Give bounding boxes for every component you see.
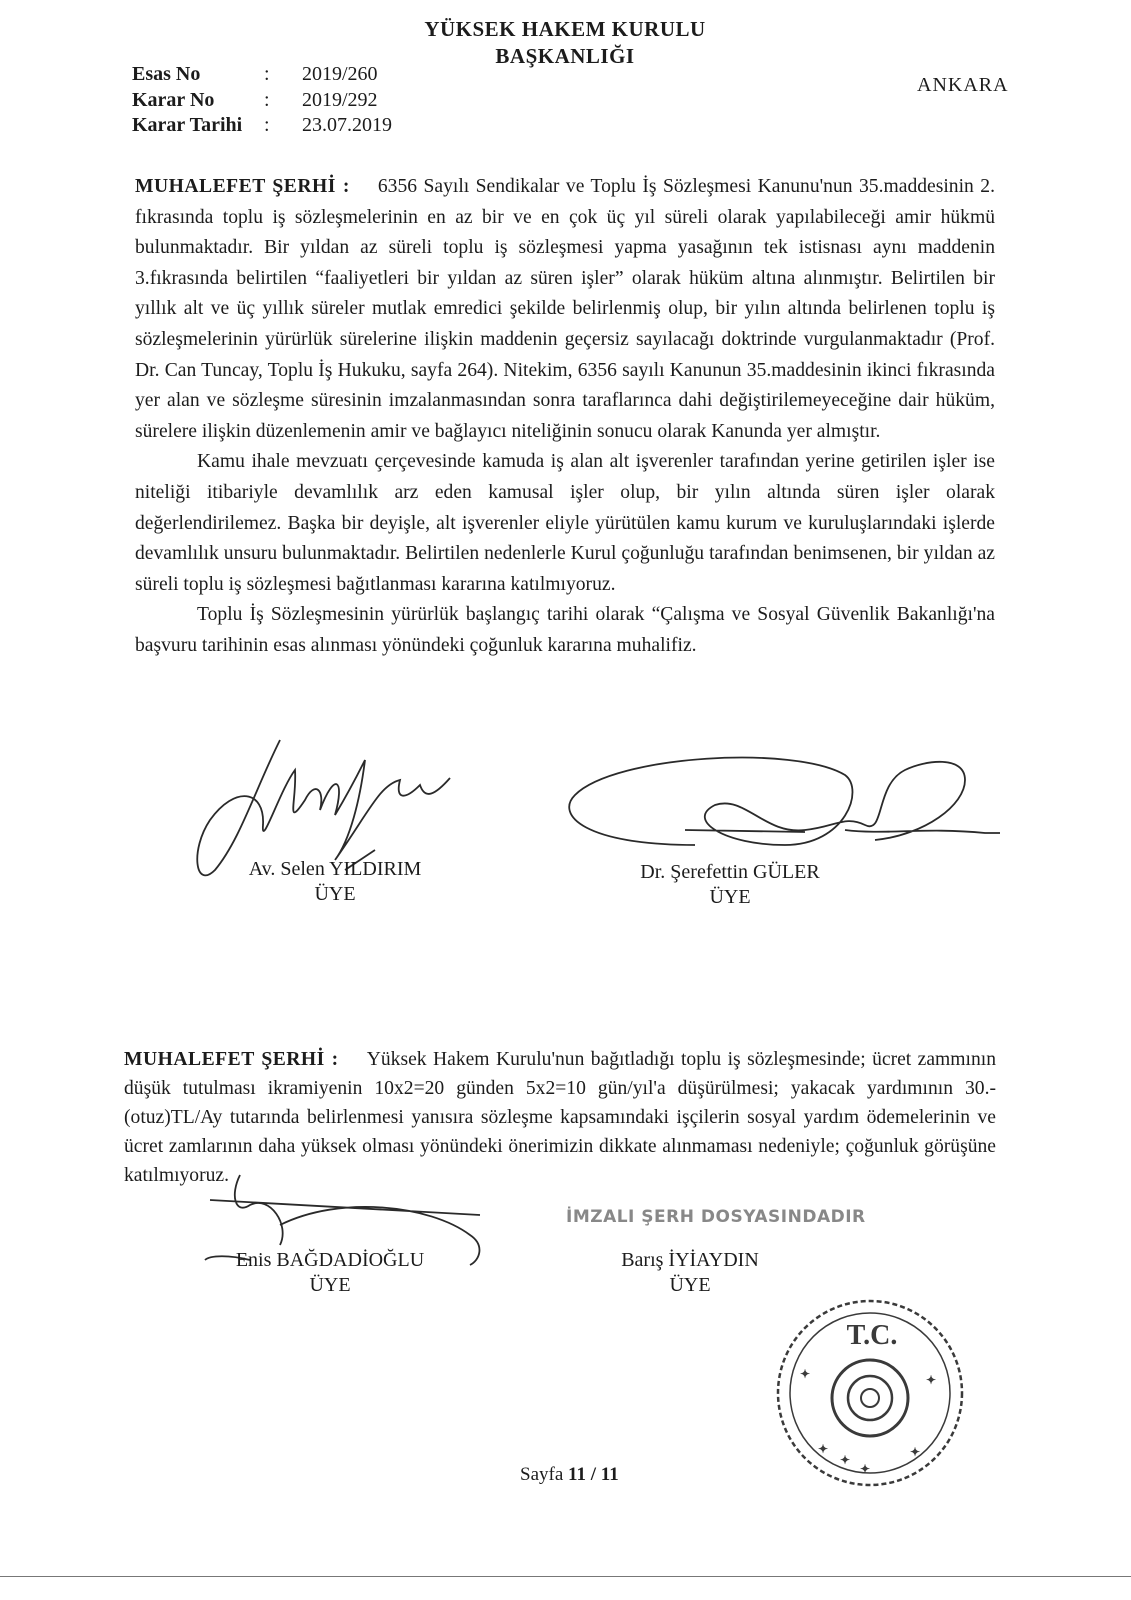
meta-label: Karar Tarihi (132, 114, 243, 136)
meta-label: Karar No (132, 88, 215, 111)
meta-row-tarih (132, 113, 392, 139)
dissent-heading: MUHALEFET ŞERHİ : (124, 1049, 339, 1070)
signer-role: ÜYE (309, 1274, 351, 1296)
meta-value: 2019/260 (302, 63, 378, 85)
signer-enis (210, 1248, 450, 1298)
svg-text:✦: ✦ (800, 1367, 811, 1381)
dissent-heading: MUHALEFET ŞERHİ : (135, 176, 350, 197)
page-value: 11 / 11 (568, 1464, 619, 1485)
page-prefix: Sayfa (520, 1464, 564, 1485)
meta-row-karar (132, 88, 392, 114)
meta-row-esas (132, 62, 392, 88)
paragraph-text: Yüksek Hakem Kurulu'nun bağıtladığı toplu iş sözleşmesinde; ücret zammının düşük tutulması ikramiyenin 10x2=20 günden 5x2=10 gün/yıl'a düşürülmesi; yakacak yardımının 30.-(otuz)TL/Ay tutarında belirlenmesi yanısıra sözleşme kapsamındaki işçilerin sosyal yardım ödemelerinin ve ücret zamlarının daha yüksek olması yönündeki önerimizin dikkate alınmaması nedeniyle; çoğunluk görüşüne katılmıyoruz. (124, 1049, 996, 1186)
signer-name: Barış İYİAYDIN (621, 1249, 759, 1271)
signer-role: ÜYE (314, 883, 356, 905)
signed-dissent-stamp-note: İMZALI ŞERH DOSYASINDADIR (566, 1207, 866, 1227)
signer-name: Av. Selen YILDIRIM (248, 858, 422, 880)
dissent-1-paragraph-1 (135, 172, 995, 447)
case-meta (132, 62, 392, 139)
meta-value: 23.07.2019 (302, 114, 392, 136)
signer-name: Enis BAĞDADİOĞLU (235, 1249, 425, 1271)
signature-serefettin (545, 735, 1025, 875)
svg-text:✦: ✦ (910, 1445, 921, 1459)
meta-value: 2019/292 (302, 88, 378, 111)
signer-selen (220, 857, 450, 907)
meta-sep: : (264, 114, 270, 136)
institution-title (400, 16, 730, 70)
svg-text:✦: ✦ (840, 1453, 851, 1467)
page-number (520, 1464, 619, 1486)
institution-title-line1: YÜKSEK HAKEM KURULU (424, 17, 706, 41)
dissent-1-paragraph-2: Kamu ihale mevzuatı çerçevesinde kamuda iş alan alt işverenler tarafından yerine getirilen işler ise niteliği itibariyle devamlılık arz eden kamusal işler olup, bir yılın altında süren işler olarak değerlendirilemez. Başka bir deyişle, alt işverenler eliyle yürütülen kamu kurum ve kuruluşlarındaki işlerde devamlılık unsuru bulunmaktadır. Belirtilen nedenlerle Kurul çoğunluğu tarafından benimsenen, bir yıldan az süreli toplu iş sözleşmesi bağıtlanması kararına katılmıyoruz. (135, 451, 995, 595)
meta-sep: : (264, 88, 270, 111)
dissent-section-1 (135, 172, 995, 662)
signer-serefettin (615, 860, 845, 910)
signer-role: ÜYE (669, 1274, 711, 1296)
scan-edge-line (0, 1576, 1131, 1577)
meta-label: Esas No (132, 63, 201, 85)
svg-text:✦: ✦ (926, 1373, 937, 1387)
svg-text:✦: ✦ (860, 1462, 871, 1476)
institution-title-line2: BAŞKANLIĞI (495, 44, 635, 68)
city-label: ANKARA (917, 74, 1009, 96)
paragraph-text: 6356 Sayılı Sendikalar ve Toplu İş Sözleşmesi Kanunu'nun 35.maddesinin 2. fıkrasında toplu iş sözleşmelerinin en az bir ve en çok üç yıl süreli olarak yapılabileceği amir hükmü bulunmaktadır. Bir yıldan az süreli toplu iş sözleşmesi yapma yasağının tek istisnası aynı maddenin 3.fıkrasında belirtilen “faaliyetleri bir yıldan az süren işler” olarak hüküm altına alınmıştır. Belirtilen bir yıllık alt ve üç yıllık süreler mutlak emredici şekilde belirlenmiş olup, bir yılın altında belirlenen toplu iş sözleşmelerinin yürürlük sürelerine ilişkin maddenin geçersiz sayılacağı doktrinde vurgulanmaktadır (Prof. Dr. Can Tuncay, Toplu İş Hukuku, sayfa 264). Nitekim, 6356 sayılı Kanunun 35.maddesinin ikinci fıkrasında yer alan ve sözleşme süresinin imzalanmasından sonra taraflarınca dahi değiştirilemeyeceğine dair hüküm, sürelere ilişkin düzenlemenin amir ve bağlayıcı niteliğinin sonucu olarak Kanunda yer almıştır. (135, 176, 995, 442)
signer-name: Dr. Şerefettin GÜLER (640, 861, 820, 883)
meta-sep: : (264, 63, 270, 85)
seal-text: T.C. (846, 1320, 898, 1351)
official-seal-icon (760, 1288, 980, 1498)
dissent-1-paragraph-3: Toplu İş Sözleşmesinin yürürlük başlangıç tarihi olarak “Çalışma ve Sosyal Güvenlik Bakanlığı'na başvuru tarihinin esas alınması yönündeki çoğunluk kararına muhalifiz. (135, 604, 995, 656)
signer-role: ÜYE (709, 886, 751, 908)
svg-text:✦: ✦ (818, 1442, 829, 1456)
